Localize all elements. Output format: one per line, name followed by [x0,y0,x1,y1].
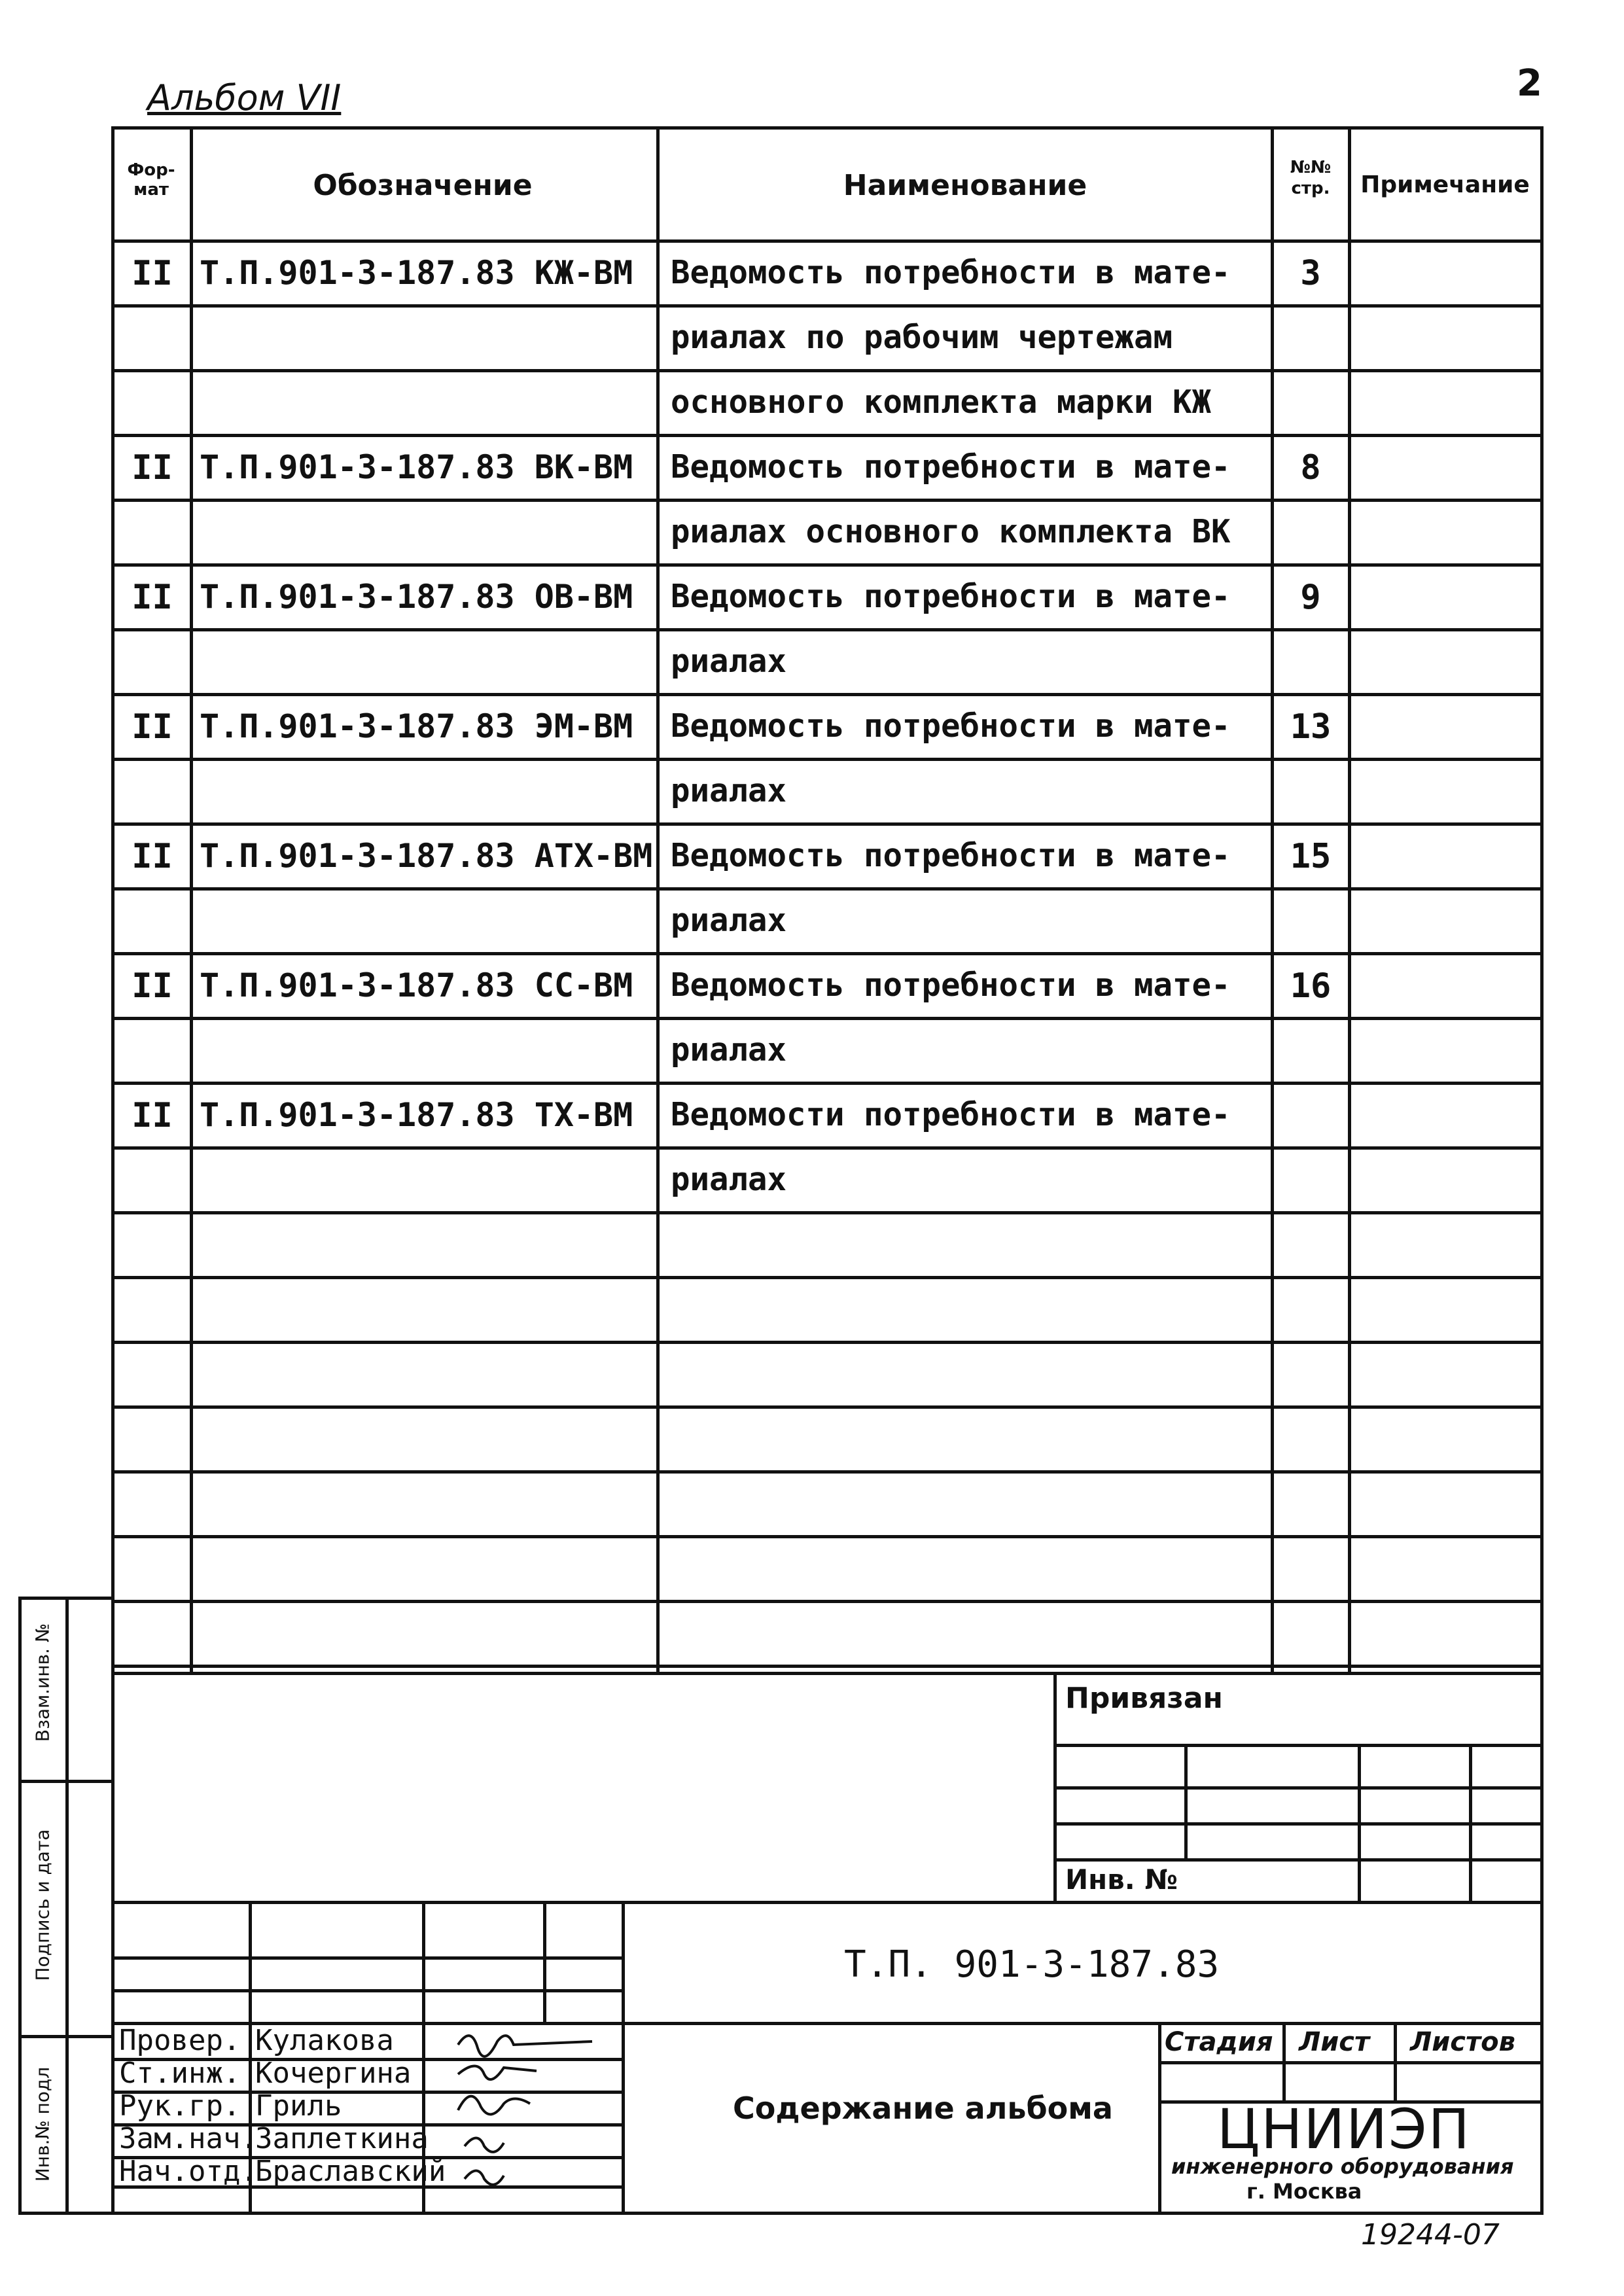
row-designation: Т.П.901-3-187.83 ОВ-ВМ [200,578,633,616]
row-format: II [132,707,173,747]
row-name: риалах [671,643,787,680]
header-designation: Обозначение [313,169,533,202]
header-page: №№ стр. [1290,158,1332,198]
org-subtitle: инженерного оборудования [1171,2154,1514,2179]
album-label: Альбом VII [147,77,342,118]
row-page: 9 [1300,578,1321,617]
row-designation: Т.П.901-3-187.83 ВК-ВМ [200,448,633,486]
row-name: Ведомость потребности в мате- [671,837,1231,874]
row-name: Ведомость потребности в мате- [671,254,1231,291]
row-format: II [132,837,173,876]
signature-role: Нач.отд. [119,2155,258,2188]
page-number: 2 [1517,62,1542,105]
row-format: II [132,1096,173,1135]
signature-role: Провер. [119,2024,241,2057]
row-name: Ведомости потребности в мате- [671,1096,1231,1133]
side-podpis-data: Подпись и дата [31,1829,54,1981]
row-name: риалах [671,1031,787,1069]
stage-label: Стадия [1165,2027,1273,2057]
header-note: Примечание [1360,171,1530,198]
row-page: 15 [1290,837,1332,876]
row-format: II [132,578,173,617]
row-name: риалах [671,1161,787,1198]
row-page: 8 [1300,448,1321,487]
sheet-label: Лист [1299,2027,1370,2057]
row-format: II [132,448,173,487]
handwritten-signatures [419,2019,615,2215]
doc-code: Т.П. 901-3-187.83 [844,1943,1220,1986]
row-name: Ведомость потребности в мате- [671,966,1231,1004]
signature-name: Кулакова [255,2024,394,2057]
row-page: 3 [1300,254,1321,293]
row-format: II [132,966,173,1006]
row-designation: Т.П.901-3-187.83 АТХ-ВМ [200,837,653,875]
signature-name: Заплеткина [255,2122,429,2155]
signature-role: Зам.нач. [119,2122,258,2155]
row-page: 13 [1290,707,1332,747]
signature-name: Браславский [255,2155,446,2188]
privyazan-label: Привязан [1065,1682,1223,1715]
header-format: Фор-мат [127,160,175,200]
row-name: основного комплекта марки КЖ [671,383,1212,421]
sheet-title: Содержание альбома [733,2091,1113,2126]
row-name: Ведомость потребности в мате- [671,448,1231,486]
signature-name: Кочергина [255,2057,412,2090]
side-vzam-inv: Взам.инв. № [31,1623,54,1742]
row-name: риалах [671,772,787,809]
row-designation: Т.П.901-3-187.83 ЭМ-ВМ [200,707,633,745]
row-name: риалах [671,902,787,939]
signature-role: Рук.гр. [119,2089,241,2123]
row-page: 16 [1290,966,1332,1006]
row-designation: Т.П.901-3-187.83 СС-ВМ [200,966,633,1004]
signature-role: Ст.инж. [119,2057,241,2090]
row-designation: Т.П.901-3-187.83 КЖ-ВМ [200,254,633,292]
inv-no-label: Инв. № [1065,1863,1178,1896]
signature-name: Гриль [255,2089,342,2123]
row-format: II [132,254,173,293]
org-name: ЦНИИЭП [1217,2097,1471,2161]
footer-code: 19244-07 [1361,2218,1500,2252]
header-name: Наименование [843,169,1087,202]
row-name: риалах по рабочим чертежам [671,319,1173,356]
row-designation: Т.П.901-3-187.83 ТХ-ВМ [200,1096,633,1134]
org-city: г. Москва [1246,2179,1362,2204]
sheets-label: Листов [1410,2027,1515,2057]
row-name: Ведомость потребности в мате- [671,578,1231,615]
row-name: риалах основного комплекта ВК [671,513,1231,550]
side-inv-podl: Инв.№ подл [31,2066,54,2182]
row-name: Ведомость потребности в мате- [671,707,1231,745]
